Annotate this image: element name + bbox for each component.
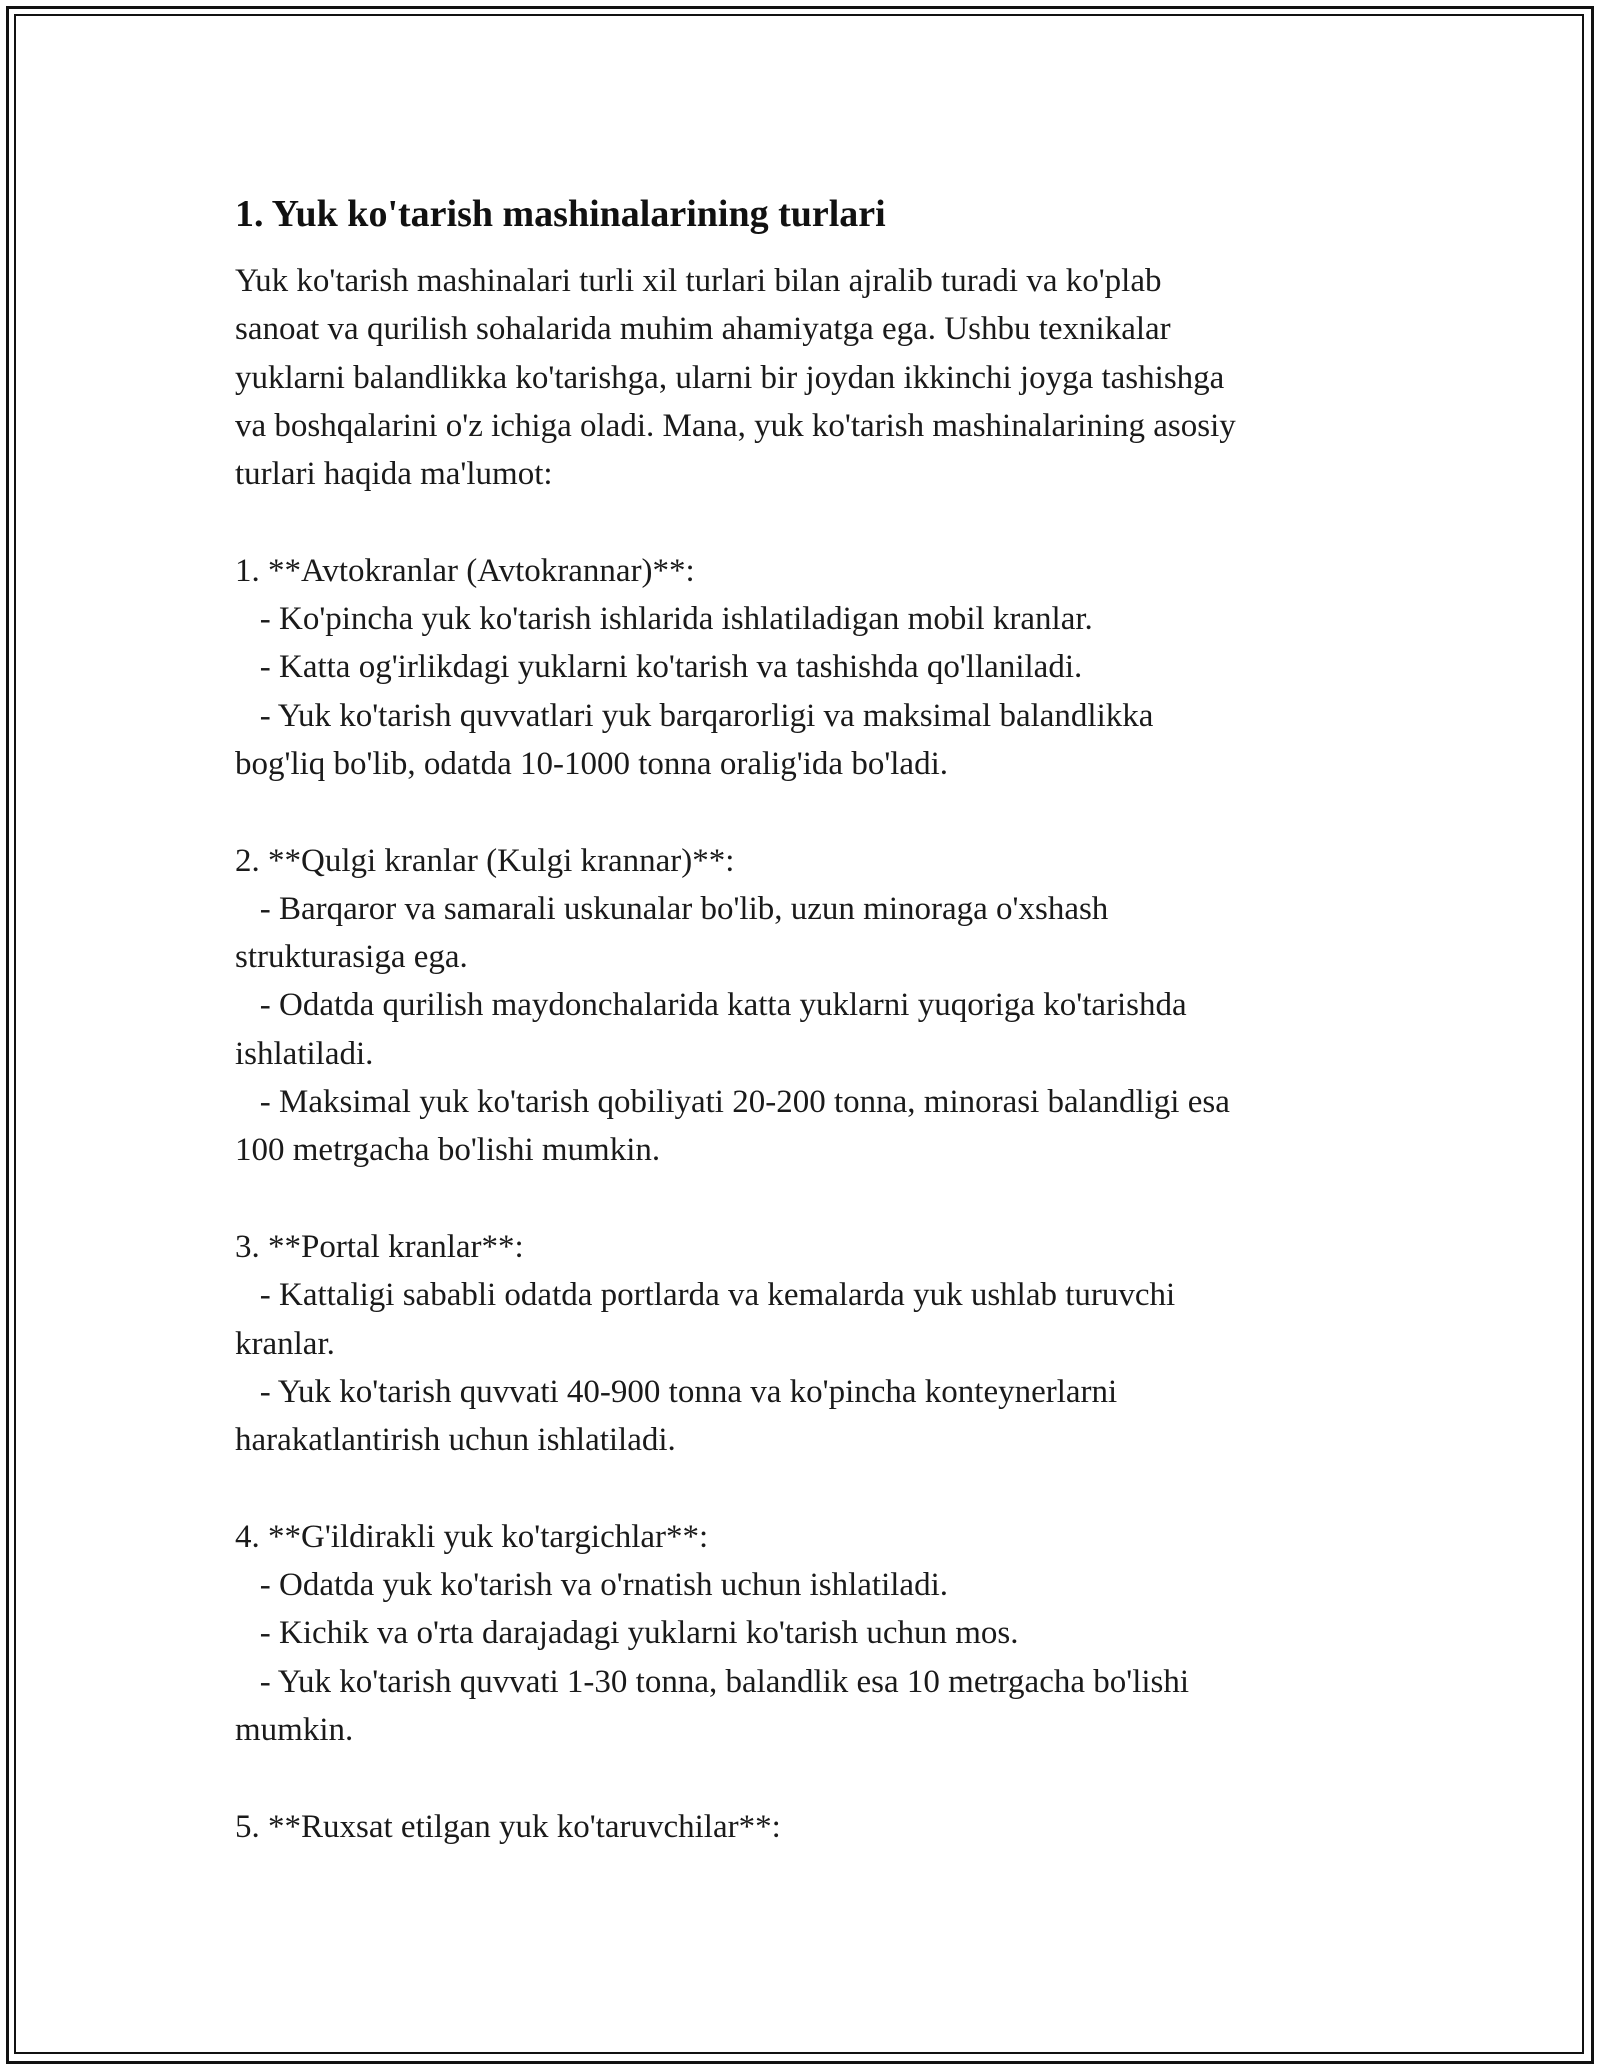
section-gildirakli <box>235 1513 1375 1754</box>
text-line: - Barqaror va samarali uskunalar bo'lib, uzun minoraga o'xshash <box>235 890 1109 927</box>
section-title: 1. **Avtokranlar (Avtokrannar)**: <box>235 552 695 589</box>
text-line: - Odatda qurilish maydonchalarida katta yuklarni yuqoriga ko'tarishda <box>235 987 1187 1024</box>
section-title: 5. **Ruxsat etilgan yuk ko'taruvchilar**: <box>235 1808 781 1845</box>
text-line: - Kichik va o'rta darajadagi yuklarni ko'tarish uchun mos. <box>235 1615 1019 1652</box>
intro-paragraph <box>235 257 1375 498</box>
text-line: - Ko'pincha yuk ko'tarish ishlarida ishlatiladigan mobil kranlar. <box>235 601 1093 638</box>
text-line: - Maksimal yuk ko'tarish qobiliyati 20-200 tonna, minorasi balandligi esa <box>235 1084 1230 1121</box>
text-line: yuklarni balandlikka ko'tarishga, ularni bir joydan ikkinchi joyga tashishga <box>235 359 1225 396</box>
text-line: - Yuk ko'tarish quvvati 40-900 tonna va ko'pincha konteynerlarni <box>235 1373 1118 1410</box>
text-line: mumkin. <box>235 1711 354 1748</box>
text-line: - Katta og'irlikdagi yuklarni ko'tarish va tashishda qo'llaniladi. <box>235 649 1083 686</box>
text-line: strukturasiga ega. <box>235 939 468 976</box>
text-line: kranlar. <box>235 1325 335 1362</box>
document-body <box>235 183 1375 1851</box>
section-title: 3. **Portal kranlar**: <box>235 1228 524 1265</box>
text-line: - Kattaligi sababli odatda portlarda va kemalarda yuk ushlab turuvchi <box>235 1277 1176 1314</box>
text-line: ishlatiladi. <box>235 1035 374 1072</box>
text-line: - Yuk ko'tarish quvvati 1-30 tonna, balandlik esa 10 metrgacha bo'lishi <box>235 1663 1190 1700</box>
section-title: 2. **Qulgi kranlar (Kulgi krannar)**: <box>235 842 735 879</box>
text-line: va boshqalarini o'z ichiga oladi. Mana, yuk ko'tarish mashinalarining asosiy <box>235 407 1236 444</box>
text-line: Yuk ko'tarish mashinalari turli xil turlari bilan ajralib turadi va ko'plab <box>235 263 1162 299</box>
text-line: bog'liq bo'lib, odatda 10-1000 tonna oralig'ida bo'ladi. <box>235 745 948 782</box>
section-portal-kranlar <box>235 1223 1375 1464</box>
section-title: 4. **G'ildirakli yuk ko'targichlar**: <box>235 1518 709 1555</box>
text-line: turlari haqida ma'lumot: <box>235 456 553 493</box>
text-line: harakatlantirish uchun ishlatiladi. <box>235 1422 676 1459</box>
text-line: sanoat va qurilish sohalarida muhim ahamiyatga ega. Ushbu texnikalar <box>235 311 1171 348</box>
text-line: - Odatda yuk ko'tarish va o'rnatish uchun ishlatiladi. <box>235 1567 948 1604</box>
text-line: 100 metrgacha bo'lishi mumkin. <box>235 1132 661 1169</box>
section-ruxsat-etilgan <box>235 1803 1375 1851</box>
text-line: - Yuk ko'tarish quvvatlari yuk barqarorligi va maksimal balandlikka <box>235 697 1154 734</box>
section-qulgi-kranlar <box>235 837 1375 1175</box>
page-title: 1. Yuk ko'tarish mashinalarining turlari <box>235 193 886 235</box>
section-avtokranlar <box>235 547 1375 788</box>
